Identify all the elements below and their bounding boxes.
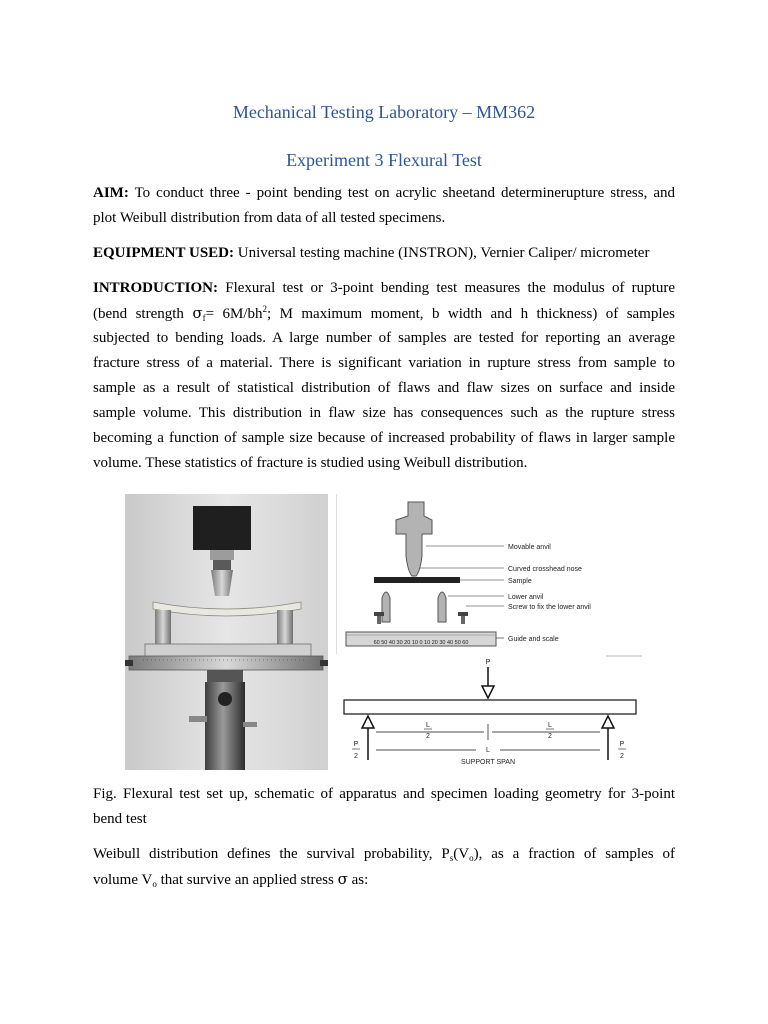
course-title: Mechanical Testing Laboratory – MM362 — [232, 102, 536, 122]
equipment-label: EQUIPMENT USED: — [93, 245, 234, 261]
scale-numbers: 60 50 40 30 20 10 0 10 20 30 40 50 60 — [373, 640, 469, 646]
weibull-line2-b: that survive an applied stress — [156, 872, 338, 888]
aim-text-line1: To conduct three - point bending test on acrylic sheetand determinerupture stress, and — [134, 185, 675, 201]
flexural-test-schematic — [336, 494, 642, 770]
aim-text-line2: plot Weibull distribution from data of all tested specimens. — [93, 210, 446, 226]
weibull-line2-a: volume V — [93, 872, 153, 888]
flexural-test-photo — [125, 494, 328, 770]
intro-line5: sample as a result of statistical distribution of flaws and flaw sizes on surface and inside — [93, 380, 675, 396]
weibull-sub-o: o — [469, 853, 474, 863]
equipment-paragraph — [93, 241, 675, 266]
equipment-text: Universal testing machine (INSTRON), Vernier Caliper/ micrometer — [237, 245, 650, 261]
label-guide-scale: Guide and scale — [508, 636, 559, 643]
reaction-right-numerator: P — [619, 741, 625, 748]
sigma-symbol: σ — [192, 304, 203, 322]
support-span-label: SUPPORT SPAN — [460, 759, 516, 766]
weibull-line2 — [93, 867, 675, 892]
formula-exponent: 2 — [262, 304, 268, 314]
weibull-sub-s: s — [449, 853, 454, 863]
weibull-sigma: σ — [337, 870, 348, 888]
label-movable-anvil: Movable anvil — [508, 544, 551, 551]
half-span-denominator-left: 2 — [426, 733, 430, 740]
formula-text: = 6M/bh — [205, 306, 263, 322]
label-curved-nose: Curved crosshead nose — [508, 566, 582, 573]
introduction-label: INTRODUCTION: — [93, 280, 219, 296]
intro-line1: Flexural test or 3-point bending test measures the modulus of rupture — [225, 280, 675, 296]
half-span-denominator-right: 2 — [548, 733, 552, 740]
weibull-line1-b: (V — [453, 846, 470, 862]
caption-line1: Fig. Flexural test set up, schematic of apparatus and specimen loading geometry for 3-point — [93, 786, 675, 802]
intro-line2-a: (bend strength — [93, 306, 184, 322]
label-screw: Screw to fix the lower anvil — [508, 604, 591, 611]
reaction-left-numerator: P — [353, 741, 359, 748]
aim-label: AIM: — [93, 185, 129, 201]
half-span-label-right: L — [548, 722, 552, 729]
introduction-paragraph — [93, 276, 675, 476]
intro-line2 — [93, 301, 675, 326]
load-label-p: P — [485, 659, 491, 666]
weibull-paragraph — [93, 842, 675, 892]
intro-line4: fracture stress of a material. There is significant variation in rupture stress from sample to — [93, 355, 675, 371]
label-lower-anvil: Lower anvil — [508, 594, 544, 601]
weibull-line2-c: as: — [347, 872, 369, 888]
sigma-subscript: f — [202, 313, 206, 323]
label-sample: Sample — [508, 578, 532, 585]
reaction-right-denominator: 2 — [620, 753, 624, 760]
intro-line3: subjected to bending loads. A large number of samples are tested for reporting an average — [93, 330, 675, 346]
aim-paragraph — [93, 181, 675, 231]
experiment-title: Experiment 3 Flexural Test — [286, 150, 482, 170]
intro-line7: becoming a function of sample size because of increased probability of flaws in larger sample — [93, 430, 675, 446]
weibull-line1-c: ), as a fraction of samples of — [473, 846, 675, 862]
intro-line8: volume. These statistics of fracture is studied using Weibull distribution. — [93, 455, 528, 471]
half-span-label-left: L — [426, 722, 430, 729]
intro-line2-c: ; M maximum moment, b width and h thickness) of samples — [267, 306, 676, 322]
intro-line6: sample volume. This distribution in flaw size has consequences such as the rupture stress — [93, 405, 675, 421]
weibull-line2-sub: o — [152, 879, 157, 889]
weibull-line1-a: Weibull distribution defines the survival probability, P — [93, 846, 450, 862]
reaction-left-denominator: 2 — [354, 753, 358, 760]
weibull-line1 — [93, 842, 675, 867]
span-label-l: L — [486, 747, 490, 754]
caption-line2: bend test — [93, 811, 147, 827]
figure-caption — [93, 782, 675, 832]
